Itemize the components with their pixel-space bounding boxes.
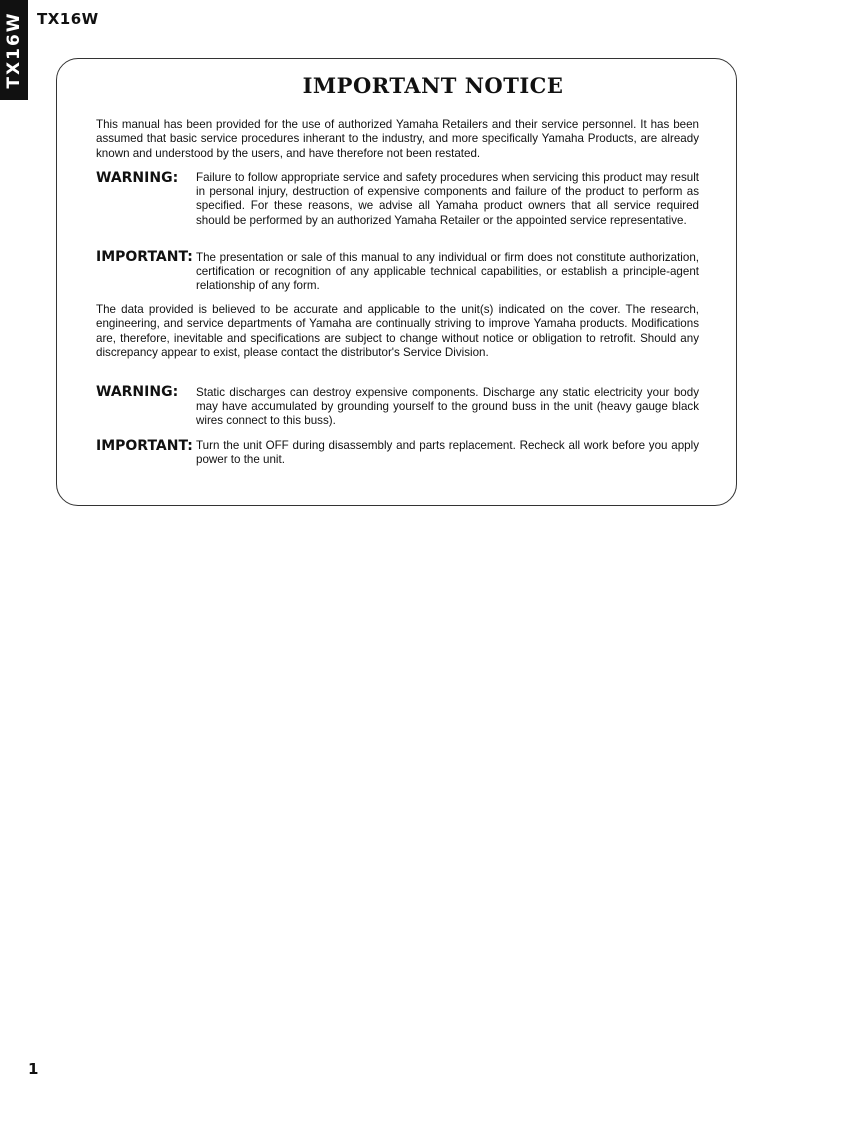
- important-text-1: The presentation or sale of this manual to any individual or firm does not constitute authorization, certification or recognition of any applicable technical capabilities, or establish a principle-agent relationship of any form.: [196, 251, 699, 293]
- warning-text-1: Failure to follow appropriate service and safety procedures when servicing this product may result in personal injury, destruction of expensive components and failure of the product to perform as specified. For these reasons, we advise all Yamaha product owners that all service required should be performed by an authorized Yamaha Retailer or the appointed service representative.: [196, 171, 699, 227]
- data-paragraph: The data provided is believed to be accurate and applicable to the unit(s) indicated on the cover. The research, engineering, and service departments of Yamaha are continually striving to improve Yamaha products. Modifications are, therefore, inevitable and specifications are subject to change without notice or obligation to retrofit. Should any discrepancy appear to exist, please contact the distributor's Service Division.: [96, 303, 699, 360]
- notice-title: IMPORTANT NOTICE: [302, 73, 564, 98]
- model-header: TX16W: [37, 10, 99, 28]
- page-number: 1: [28, 1060, 39, 1078]
- important-label-1: IMPORTANT:: [96, 249, 193, 265]
- important-text-2: Turn the unit OFF during disassembly and parts replacement. Recheck all work before you apply power to the unit.: [196, 439, 699, 467]
- important-label-2: IMPORTANT:: [96, 438, 193, 454]
- warning-label-2: WARNING:: [96, 384, 179, 400]
- side-tab-label: TX16W: [4, 11, 24, 89]
- warning-label-1: WARNING:: [96, 170, 179, 186]
- intro-paragraph: This manual has been provided for the use of authorized Yamaha Retailers and their service personnel. It has been assumed that basic service procedures inherant to the industry, and more specifically Yamaha Products, are already known and understood by the users, and have therefore not been restated.: [96, 118, 699, 160]
- warning-text-2: Static discharges can destroy expensive components. Discharge any static electricity your body may have accumulated by grounding yourself to the ground buss in the unit (heavy gauge black wires connect to this buss).: [196, 386, 699, 428]
